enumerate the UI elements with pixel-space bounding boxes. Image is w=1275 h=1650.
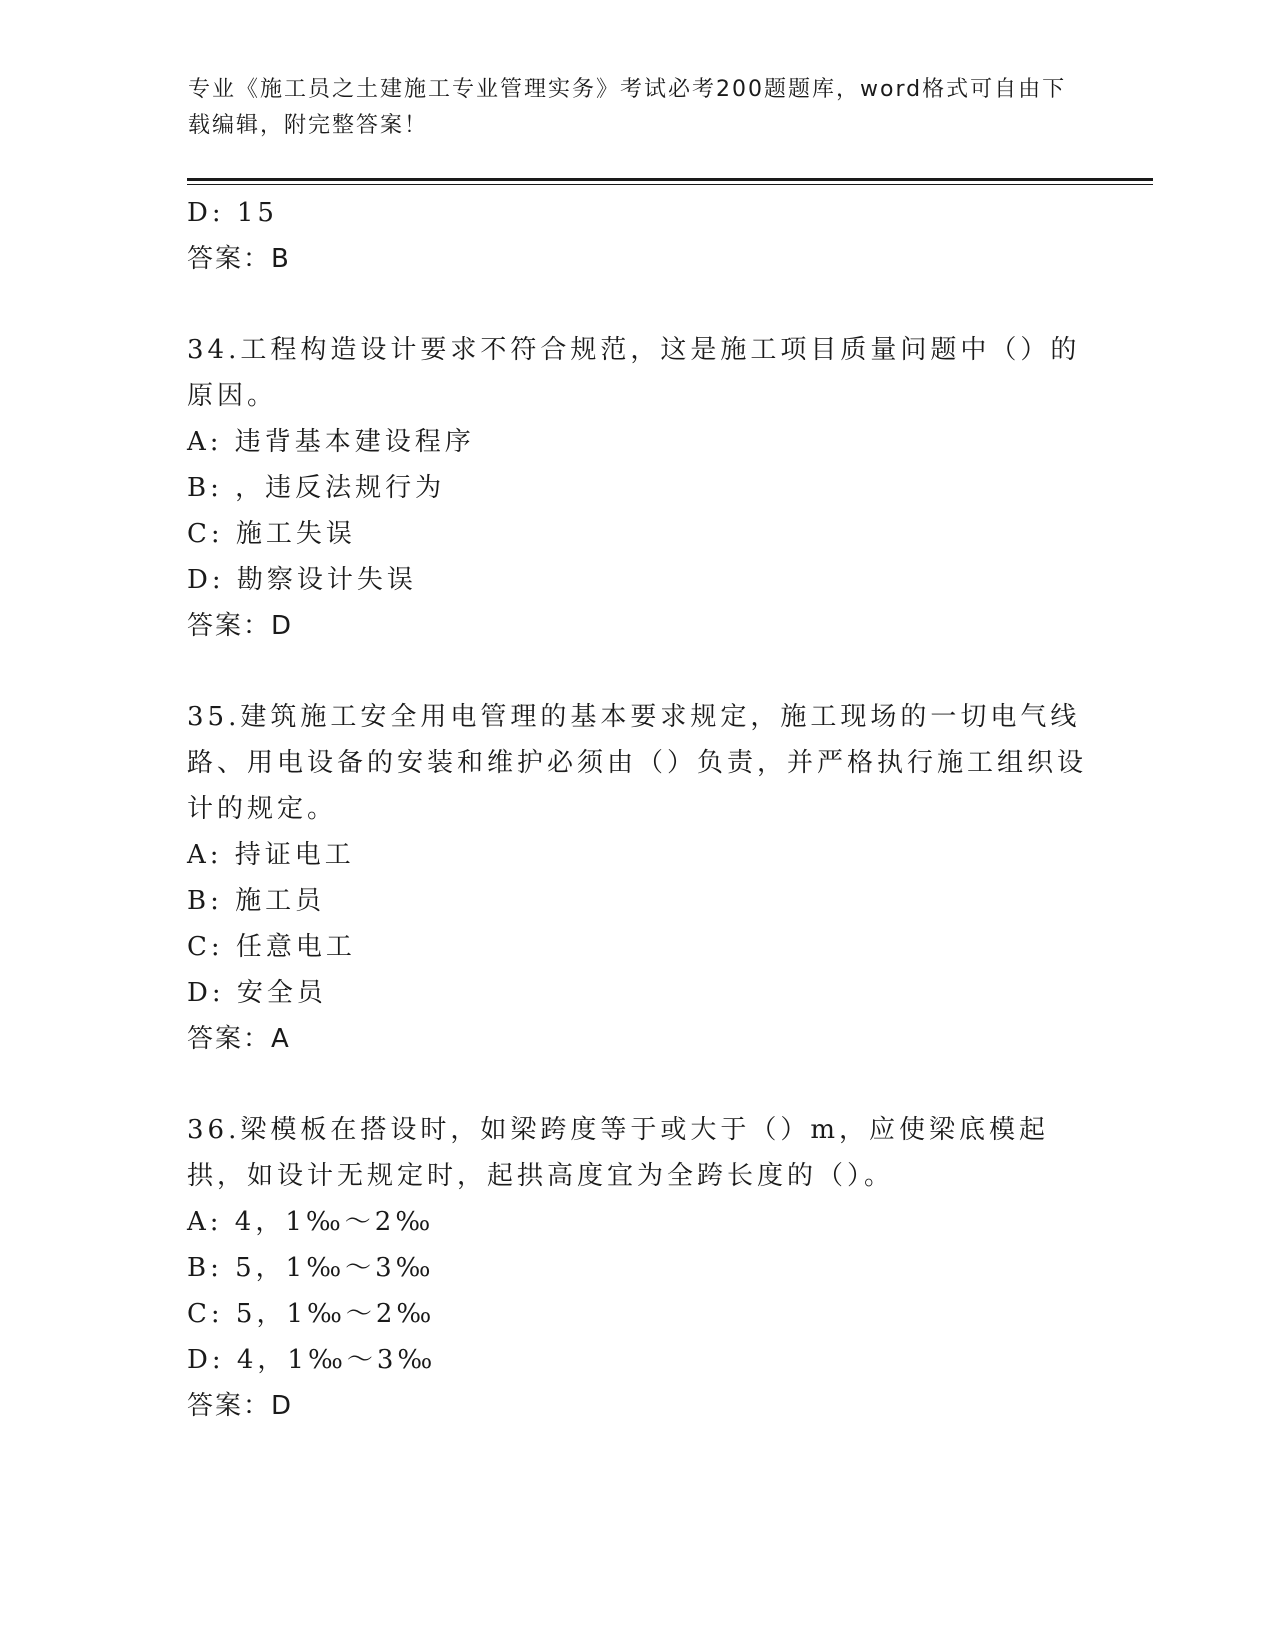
option-a: A: 4，1‰～2‰ (187, 1207, 435, 1237)
option-d: D: 安全员 (187, 978, 327, 1008)
question-35 (187, 694, 1087, 1062)
header-rule-thick (187, 178, 1153, 181)
carryover-answer: 答案：B (187, 244, 291, 274)
option-a: A: 违背基本建设程序 (187, 427, 475, 457)
question-text: 34.工程构造设计要求不符合规范，这是施工项目质量问题中（）的原因。 (187, 335, 1081, 411)
option-a: A: 持证电工 (187, 840, 355, 870)
option-d: D: 勘察设计失误 (187, 565, 417, 595)
answer: 答案：A (187, 1024, 291, 1054)
option-c: C: 任意电工 (187, 932, 356, 962)
option-b: B: ，违反法规行为 (187, 473, 446, 503)
option-c: C: 5，1‰～2‰ (187, 1299, 436, 1329)
question-text: 35.建筑施工安全用电管理的基本要求规定，施工现场的一切电气线路、用电设备的安装和维护必须由（）负责，并严格执行施工组织设计的规定。 (187, 702, 1088, 824)
option-b: B: 5，1‰～3‰ (187, 1253, 435, 1283)
question-text: 36.梁模板在搭设时，如梁跨度等于或大于（）m，应使梁底模起拱，如设计无规定时，起拱高度宜为全跨长度的（）。 (187, 1115, 1050, 1191)
page-header: 专业《施工员之土建施工专业管理实务》考试必考200题题库，word格式可自由下载编辑，附完整答案！ (188, 77, 1067, 138)
header-rule-thin (187, 184, 1153, 185)
option-d: D: 4，1‰～3‰ (187, 1345, 437, 1375)
answer: 答案：D (187, 611, 294, 641)
carryover-option-d: D: 15 (187, 198, 278, 228)
answer: 答案：D (187, 1391, 294, 1421)
question-content (187, 190, 1087, 1429)
option-c: C: 施工失误 (187, 519, 356, 549)
option-b: B: 施工员 (187, 886, 326, 916)
question-34 (187, 327, 1087, 649)
question-36 (187, 1107, 1087, 1429)
